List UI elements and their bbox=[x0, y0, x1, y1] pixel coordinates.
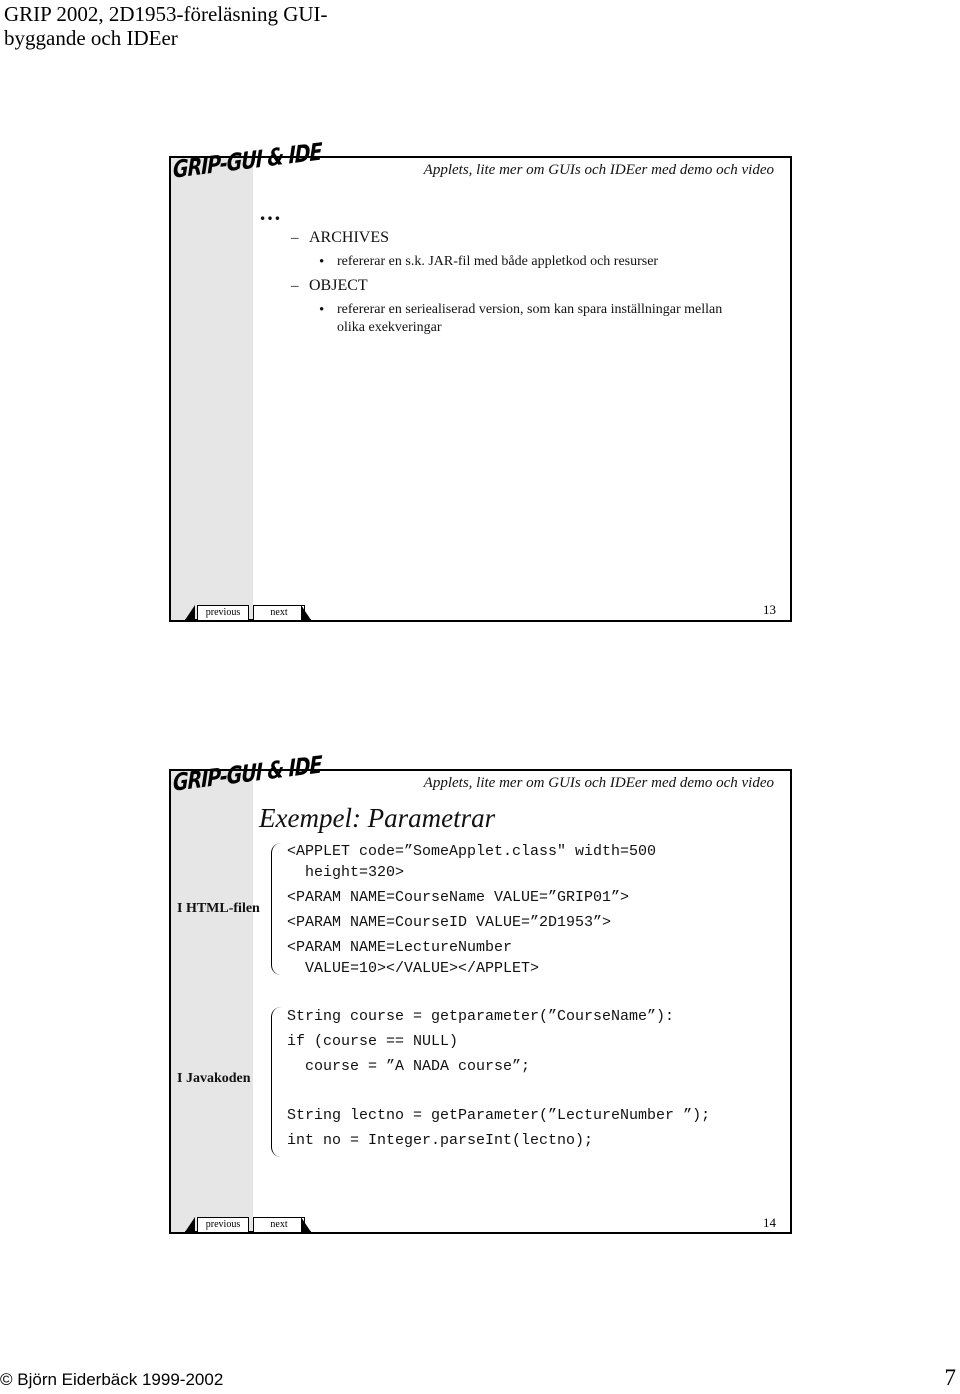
bullet-text: OBJECT bbox=[309, 277, 368, 294]
slide-side-panel bbox=[171, 158, 253, 620]
previous-button[interactable]: previous bbox=[197, 605, 249, 620]
slide-navigation bbox=[185, 605, 311, 620]
code-line: height=320> bbox=[287, 864, 405, 881]
bullet-dash: – bbox=[291, 278, 299, 294]
code-line: if (course == NULL) bbox=[287, 1033, 459, 1050]
bullet-text: ARCHIVES bbox=[309, 229, 390, 246]
code-line: <PARAM NAME=LectureNumber bbox=[287, 939, 513, 956]
slide-number: 13 bbox=[763, 602, 776, 617]
code-line: <PARAM NAME=CourseName VALUE=”GRIP01”> bbox=[287, 889, 630, 906]
slide-header: Applets, lite mer om GUIs och IDEer med demo och video bbox=[423, 775, 774, 791]
code-line: <PARAM NAME=CourseID VALUE=”2D1953”> bbox=[287, 914, 612, 931]
code-line: course = ”A NADA course”; bbox=[287, 1058, 531, 1075]
slide-13 bbox=[169, 138, 792, 622]
copyright-footer: © Björn Eiderbäck 1999-2002 bbox=[0, 1370, 224, 1389]
bullet-text: refererar en seriealiserad version, som kan spara inställningar mellan bbox=[337, 302, 723, 317]
document-title-line1: GRIP 2002, 2D1953-föreläsning GUI- bbox=[4, 2, 328, 26]
slide-side-panel bbox=[171, 771, 253, 1232]
bullet-dot: • bbox=[319, 302, 325, 318]
grip-logo: GRIP-GUI & IDE bbox=[173, 138, 322, 184]
java-label: I Javakoden bbox=[177, 1071, 251, 1086]
code-line: <APPLET code=”SomeApplet.class" width=500 bbox=[287, 843, 657, 860]
ellipsis: … bbox=[259, 200, 281, 225]
next-button[interactable]: next bbox=[253, 1217, 305, 1232]
code-line: int no = Integer.parseInt(lectno); bbox=[287, 1132, 594, 1149]
html-brace bbox=[271, 843, 282, 975]
slide-header: Applets, lite mer om GUIs och IDEer med demo och video bbox=[423, 162, 774, 178]
grip-logo: GRIP-GUI & IDE bbox=[173, 751, 322, 797]
slide-14 bbox=[169, 751, 792, 1234]
bullet-text-cont: olika exekveringar bbox=[337, 320, 442, 335]
nav-left-arrow-icon[interactable] bbox=[185, 605, 195, 620]
document-title-line2: byggande och IDEer bbox=[4, 26, 178, 50]
previous-button[interactable]: previous bbox=[197, 1217, 249, 1232]
next-button[interactable]: next bbox=[253, 605, 305, 620]
code-line: VALUE=10></VALUE></APPLET> bbox=[287, 960, 540, 977]
nav-right-arrow-icon[interactable] bbox=[301, 1217, 311, 1232]
java-brace bbox=[271, 1007, 282, 1157]
nav-left-arrow-icon[interactable] bbox=[185, 1217, 195, 1232]
bullet-dot: • bbox=[319, 254, 325, 270]
code-line: String lectno = getParameter(”LectureNumber ”); bbox=[287, 1107, 711, 1124]
code-line: String course = getparameter(”CourseName”): bbox=[287, 1008, 675, 1025]
html-label: I HTML-filen bbox=[177, 901, 260, 916]
page-number: 7 bbox=[944, 1365, 956, 1390]
bullet-dash: – bbox=[291, 230, 299, 246]
document-title bbox=[4, 2, 424, 50]
slide-title: Exempel: Parametrar bbox=[259, 803, 496, 833]
slide-number: 14 bbox=[763, 1215, 776, 1230]
slide-navigation bbox=[185, 1217, 311, 1232]
nav-right-arrow-icon[interactable] bbox=[301, 605, 311, 620]
bullet-text: refererar en s.k. JAR-fil med både appletkod och resurser bbox=[337, 254, 659, 269]
